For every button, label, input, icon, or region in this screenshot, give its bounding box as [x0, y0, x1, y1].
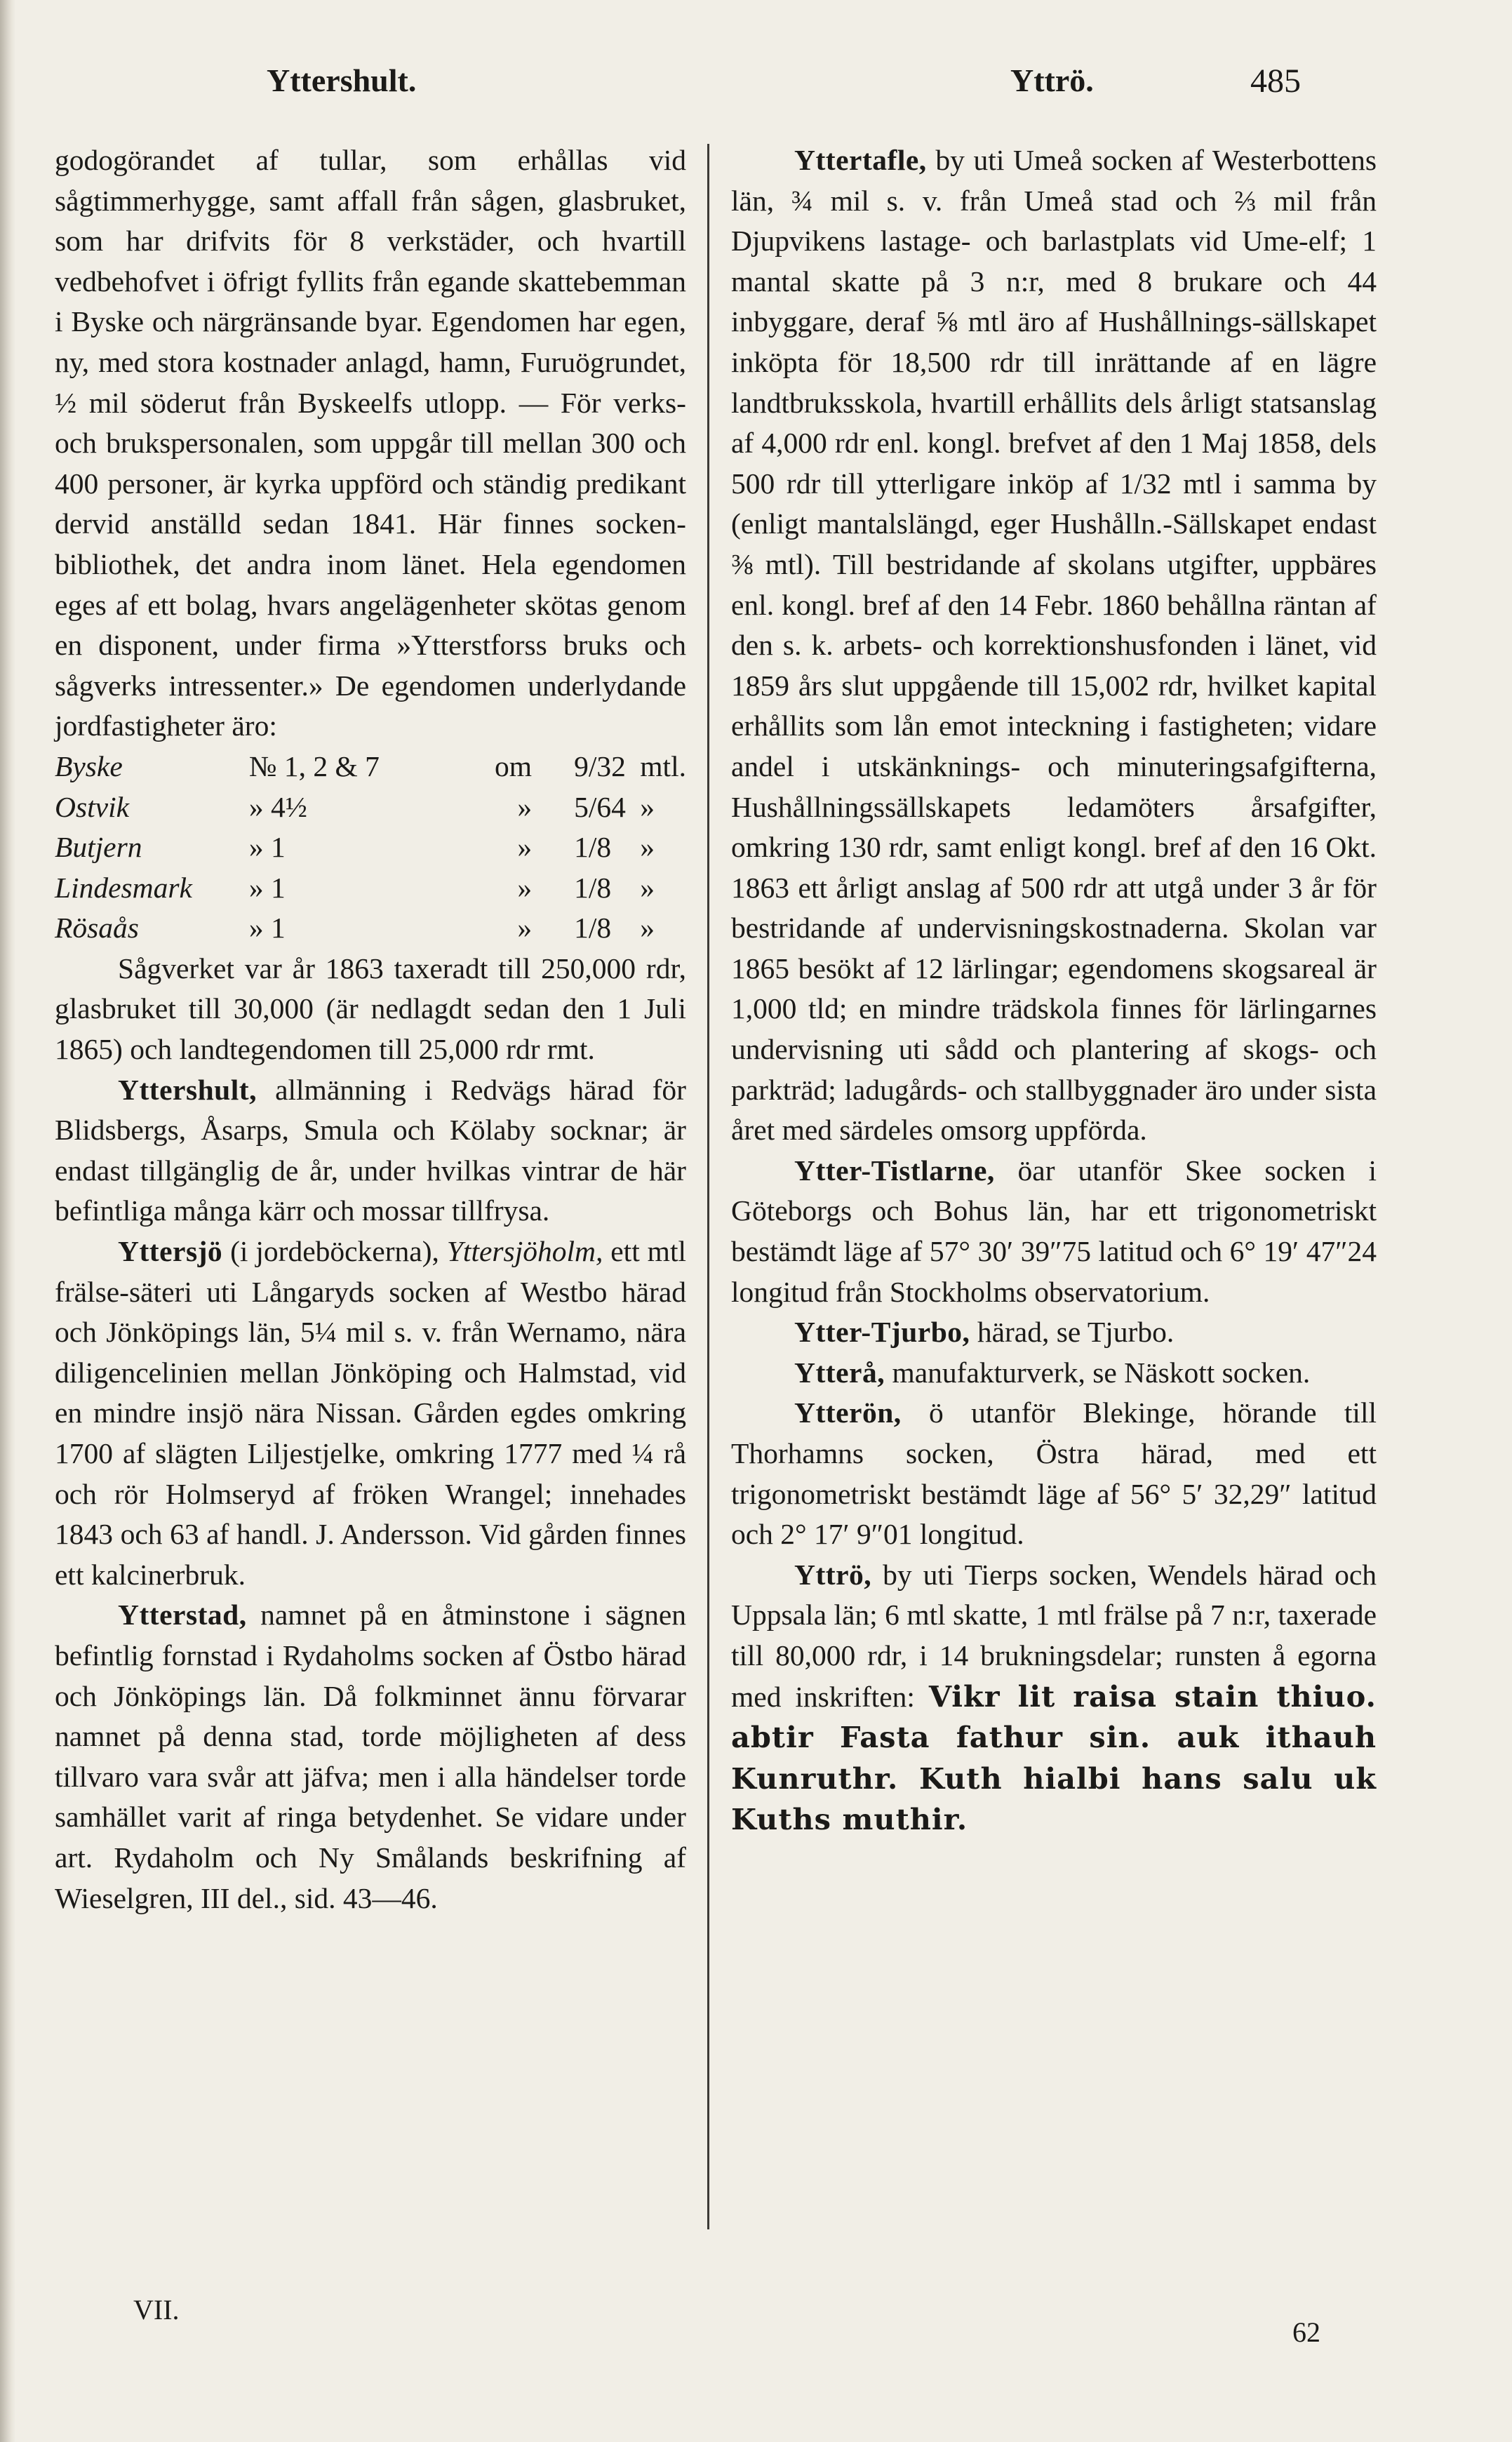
property-row [55, 868, 686, 909]
property-om: » [517, 831, 533, 864]
entry-ytter-tjurbo [731, 1312, 1377, 1353]
body-yttro: by uti Tierps socken, Wendels härad och Uppsala län; 6 mtl skatte, 1 mtl frälse på 7 n:r, taxerade till 80,000 rdr, i 14 brukningsdelar; runsten å egorna med inskriften: [731, 1558, 1377, 1713]
right-column [731, 140, 1377, 1841]
property-fraction: 1/8 [574, 871, 612, 904]
property-number: » 1 [248, 871, 286, 904]
headword-yttera: Ytterå, [794, 1356, 885, 1389]
body-ytteron: ö utanför Blekinge, hörande till Thorhamns socken, Östra härad, med ett trigonometriskt bestämdt läge af 56° 5′ 32,29″ latitud och 2° 17′ 9″01 longitud. [731, 1396, 1377, 1551]
right-running-head: Yttrö. [1010, 62, 1094, 98]
property-name: Rösaås [55, 912, 139, 945]
entry-yttro [731, 1555, 1377, 1841]
property-fraction: 9/32 [574, 749, 626, 782]
property-name: Butjern [55, 831, 142, 864]
entry-yttersjo [55, 1232, 686, 1595]
column-rule [707, 144, 709, 2229]
property-unit: » [640, 831, 655, 864]
headword-yttertafle: Yttertafle, [794, 144, 927, 176]
page-edge [0, 0, 15, 2442]
body-ytterstad: namnet på en åtminstone i sägnen befintlig fornstad i Rydaholms socken af Östbo härad och Jönköpings län. Då folkminnet ännu förvarar namnet på denna stad, torde möjligheten af dess tillvaro vara svår att jäfva; men i alla händelser torde samhället varit af ringa betydenhet. Se vidare under art. Rydaholm och Ny Smålands beskrifning af Wieselgren, III del., sid. 43—46. [55, 1599, 686, 1914]
body-yttera: manufakturverk, se Näskott socken. [892, 1356, 1311, 1389]
alt-name-yttersjo: Yttersjöholm, [446, 1235, 603, 1268]
runic-inscription: Vikr lit raisa stain thiuo. abtir Fasta fathur sin. auk ithauh Kunruthr. Kuth hialbi hans salu uk Kuths muthir. [731, 1679, 1377, 1837]
intro-paragraph: godogörandet af tullar, som erhållas vid sågtimmerhygge, samt affall från sågen, glasbruket, som har drifvits för 8 verkstäder, och hvartill vedbehofvet i öfrigt fyllits från egande skattebemman i Byske och närgränsande byar. Egendomen har egen, ny, med stora kostnader anlagd, hamn, Furuögrundet, ½ mil söderut från Byskeelfs utlopp. — För verks- och brukspersonalen, som uppgår till mellan 300 och 400 personer, är kyrka uppförd och ständig predikant dervid anställd sedan 1841. Här finnes socken-bibliothek, det andra inom länet. Hela egendomen eges af ett bolag, hvars angelägenheter skötas genom en disponent, under firma »Ytterstforss bruks och sågverks intressenter.» De egendomen underlydande jordfastigheter äro: [55, 144, 686, 742]
entry-ytteron [731, 1393, 1377, 1554]
property-name: Byske [55, 749, 123, 782]
property-number: » 1 [248, 912, 286, 945]
property-number: » 1 [248, 831, 286, 864]
headword-yttersjo: Yttersjö [118, 1235, 223, 1268]
property-row [55, 908, 686, 949]
property-om: om [495, 749, 533, 782]
property-row [55, 827, 686, 868]
note-yttersjo: (i jordeböckerna), [230, 1235, 439, 1268]
entry-yttera [731, 1353, 1377, 1394]
headword-ytterstad: Ytterstad, [118, 1599, 247, 1632]
property-name: Lindesmark [55, 871, 192, 904]
property-table [55, 747, 686, 949]
property-row [55, 747, 686, 787]
headword-ytter-tistlarne: Ytter-Tistlarne, [794, 1154, 995, 1187]
property-fraction: 5/64 [574, 790, 626, 823]
property-unit: » [640, 871, 655, 904]
entry-yttershult [55, 1070, 686, 1232]
body-ytter-tistlarne: öar utanför Skee socken i Göteborgs och Bohus län, har ett trigonometriskt bestämdt läge af 57° 30′ 39″75 latitud och 6° 19′ 47″24 longitud från Stockholms observatorium. [731, 1154, 1377, 1308]
entry-yttertafle [731, 140, 1377, 1151]
property-om: » [517, 790, 533, 823]
property-row [55, 787, 686, 828]
property-fraction: 1/8 [574, 912, 612, 945]
left-running-head: Yttershult. [267, 62, 417, 98]
property-fraction: 1/8 [574, 831, 612, 864]
headword-yttershult: Yttershult, [118, 1073, 257, 1106]
body-yttertafle: by uti Umeå socken af Westerbottens län, ¾ mil s. v. från Umeå stad och ⅔ mil från Djupvikens lastage- och barlastplats vid Ume-elf; 1 mantal skatte på 3 n:r, med 8 brukare och 44 inbyggare, deraf ⅝ mtl äro af Hushållnings-sällskapet inköpta för 18,500 rdr till inrättande af en lägre landtbruksskola, hvartill erhållits dels årligt statsanslag af 4,000 rdr enl. kongl. brefvet af den 1 Maj 1858, dels 500 rdr till ytterligare inköp af 1/32 mtl i samma by (enligt mantalslängd, eger Hushålln.-Sällskapet endast ⅜ mtl). Till bestridande af skolans utgifter, uppbäres enl. kongl. bref af den 14 Febr. 1860 behållna räntan af den s. k. arbets- och korrektionshusfonden i länet, vid 1859 års slut uppgående till 15,002 rdr, hvilket kapital erhållits som lån emot inteckning i fastigheten; vidare andel i utskänknings- och minuteringsafgifterna, Hushållningssällskapets ledamöters årsafgifter, omkring 130 rdr, samt enligt kongl. bref af den 16 Okt. 1863 ett årligt anslag af 500 rdr att utgå under 3 år för bestridande af undervisningskostnaderna. Skolan var 1865 besökt af 12 lärlingar; egendomens skogsareal är 1,000 tld; en mindre trädskola finnes för lärlingarnes undervisning uti sådd och plantering af skogs- och parkträd; ladugårds- och stallbyggnader äro under sista året med särdeles omsorg uppförda. [731, 144, 1377, 1147]
left-column [55, 140, 686, 1919]
entry-ytter-tistlarne [731, 1151, 1377, 1312]
property-unit: mtl. [640, 749, 686, 782]
property-name: Ostvik [55, 790, 130, 823]
valuation-paragraph: Sågverket var år 1863 taxeradt till 250,000 rdr, glasbruket till 30,000 (är nedlagdt sedan den 1 Juli 1865) och landtegendomen till 25,000 rdr rmt. [55, 952, 686, 1066]
property-number: » 4½ [248, 790, 307, 823]
body-ytter-tjurbo: härad, se Tjurbo. [977, 1316, 1175, 1349]
sheet-number: 62 [1292, 2316, 1320, 2348]
property-unit: » [640, 912, 655, 945]
property-number: № 1, 2 & 7 [248, 749, 380, 782]
headword-ytteron: Ytterön, [794, 1396, 902, 1429]
body-yttersjo: ett mtl frälse-säteri uti Långaryds socken af Westbo härad och Jönköpings län, 5¼ mil s. v. från Wernamo, nära diligencelinien mellan Jönköping och Halmstad, vid en mindre insjö nära Nissan. Gården egdes omkring 1700 af slägten Liljestjelke, omkring 1777 med ¼ rå och rör Holmseryd af fröken Wrangel; innehades 1843 och 63 af handl. J. Andersson. Vid gården finnes ett kalcinerbruk. [55, 1235, 687, 1591]
headword-yttro: Yttrö, [794, 1558, 872, 1591]
body-yttershult: allmänning i Redvägs härad för Blidsbergs, Åsarps, Smula och Kölaby socknar; är endast tillgänglig de år, under hvilkas vintrar de här befintliga många kärr och mossar tillfrysa. [55, 1073, 686, 1227]
headword-ytter-tjurbo: Ytter-Tjurbo, [794, 1316, 970, 1349]
property-unit: » [640, 790, 655, 823]
property-om: » [517, 912, 533, 945]
entry-ytterstad [55, 1595, 686, 1919]
signature-mark: VII. [133, 2294, 180, 2326]
property-om: » [517, 871, 533, 904]
page-number: 485 [1250, 62, 1301, 100]
